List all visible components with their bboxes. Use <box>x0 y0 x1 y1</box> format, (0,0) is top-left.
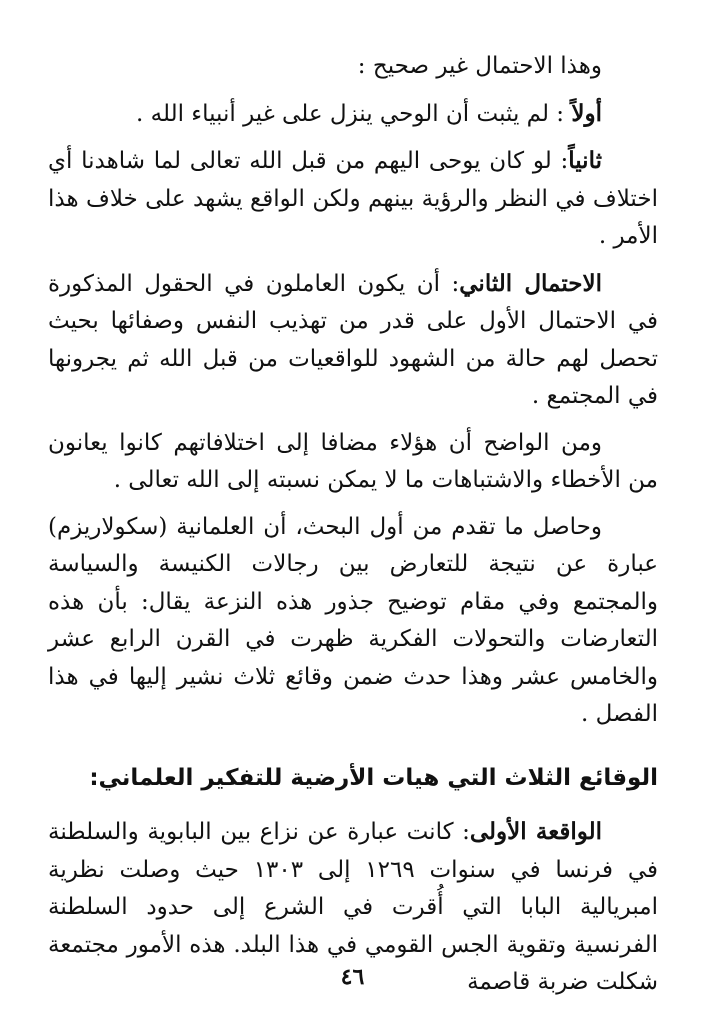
page-number: ٤٦ <box>340 964 365 990</box>
point-one-paragraph <box>48 95 658 134</box>
point-one-label: أولاً <box>571 99 602 127</box>
summary-text: وحاصل ما تقدم من أول البحث، أن العلمانية (سكولاريزم) عبارة عن نتيجة للتعارض بين رجالات الكنيسة والسياسة والمجتمع وفي مقام توضيح جذور هذه النزعة يقال: بأن هذه التعارضات والتحولات الفكرية ظهرت في القرن الرابع عشر والخامس عشر وهذا حدث ضمن وقائع ثلاث نشير إليها في هذا الفصل . <box>48 513 658 727</box>
point-two-label: ثانياً <box>568 147 602 174</box>
mistakes-text: ومن الواضح أن هؤلاء مضافا إلى اختلافاتهم كانوا يعانون من الأخطاء والاشتباهات ما لا يمكن نسبته إلى الله تعالى . <box>48 429 658 493</box>
point-two-paragraph <box>48 142 658 256</box>
possibility-two-label: الاحتمال الثاني <box>459 269 603 297</box>
page-body <box>48 48 658 1011</box>
possibility-two-text: : أن يكون العاملون في الحقول المذكورة في الاحتمال الأول على قدر من تهذيب النفس وصفائها بحيث تحصل لهم حالة من الشهود للواقعيات من قبل الله ثم يجرونها في المجتمع . <box>48 270 658 409</box>
intro-paragraph <box>48 48 658 86</box>
point-one-text: : لم يثبت أن الوحي ينزل على غير أنبياء الله . <box>136 100 572 127</box>
possibility-two-paragraph <box>48 265 658 416</box>
intro-text: وهذا الاحتمال غير صحيح : <box>357 53 602 79</box>
point-two-text: : لو كان يوحى اليهم من قبل الله تعالى لما شاهدنا أي اختلاف في النظر والرؤية بينهم ولكن الواقع يشهد على خلاف هذا الأمر . <box>48 148 658 249</box>
event-one-label: الواقعة الأولى <box>469 818 602 845</box>
summary-paragraph <box>48 509 658 734</box>
section-heading: الوقائع الثلاث التي هيات الأرضية للتفكير العلماني: <box>89 764 658 791</box>
mistakes-paragraph <box>48 425 658 500</box>
event-one-text: : كانت عبارة عن نزاع بين البابوية والسلطنة في فرنسا في سنوات ١٢٦٩ إلى ١٣٠٣ حيث وصلت نظرية امبريالية البابا التي أُقرت في الشرع إلى حدود السلطنة الفرنسية وتقوية الجس القومي في هذا البلد. هذه الأمور مجتمعة شكلت ضربة قاصمة <box>48 819 659 995</box>
